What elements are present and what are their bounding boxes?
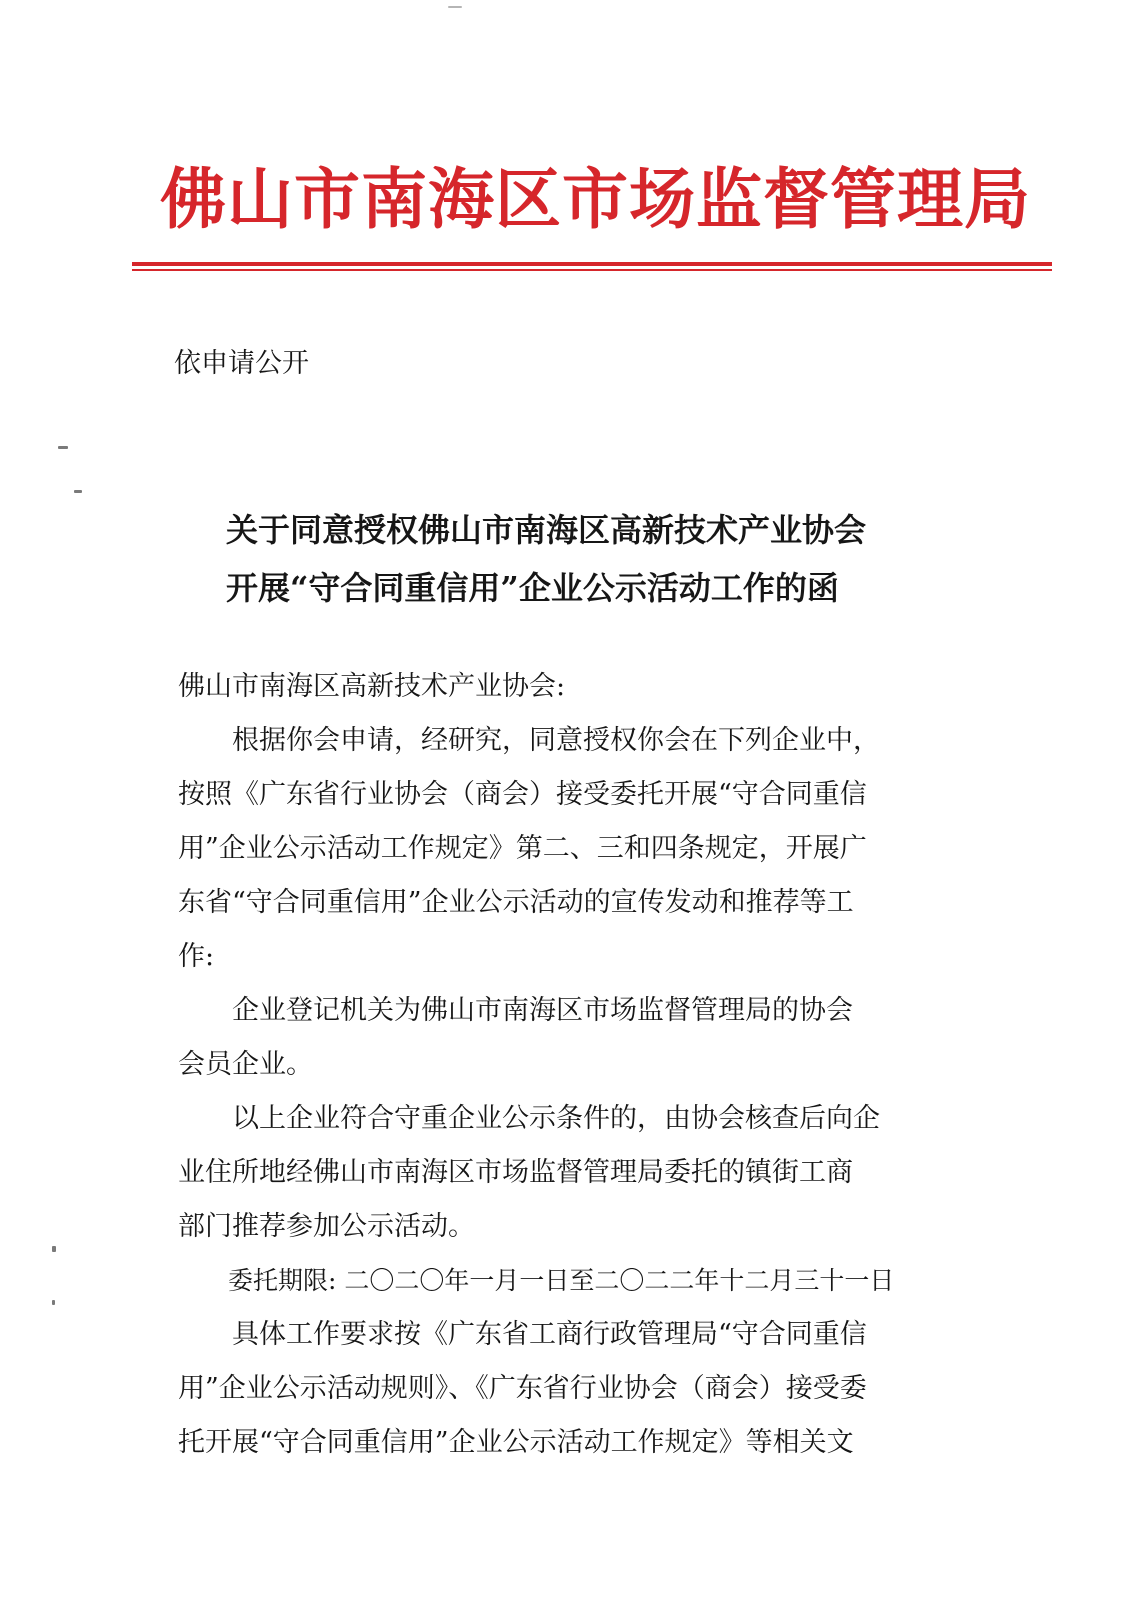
body-line: 东省“守合同重信用”企业公示活动的宣传发动和推荐等工 — [178, 887, 854, 918]
salutation: 佛山市南海区高新技术产业协会: — [178, 671, 566, 702]
body-line: 用”企业公示活动规则》、《广东省行业协会（商会）接受委 — [178, 1373, 867, 1404]
body-line: 会员企业。 — [178, 1049, 313, 1080]
document-title-line-2: 开展“守合同重信用”企业公示活动工作的函 — [226, 569, 839, 607]
scan-speck — [52, 1300, 55, 1305]
letterhead-rule-thin — [132, 269, 1052, 271]
body-line: 根据你会申请，经研究，同意授权你会在下列企业中， — [178, 725, 880, 756]
scan-speck — [52, 1246, 56, 1252]
body-line: 业住所地经佛山市南海区市场监督管理局委托的镇街工商 — [178, 1157, 853, 1188]
body-line: 用”企业公示活动工作规定》第二、三和四条规定，开展广 — [178, 833, 867, 864]
body-line: 具体工作要求按《广东省工商行政管理局“守合同重信 — [178, 1319, 867, 1350]
scan-speck — [448, 6, 462, 8]
body-line: 按照《广东省行业协会（商会）接受委托开展“守合同重信 — [178, 779, 867, 810]
body-line: 托开展“守合同重信用”企业公示活动工作规定》等相关文 — [178, 1427, 854, 1458]
body-line: 企业登记机关为佛山市南海区市场监督管理局的协会 — [178, 995, 853, 1026]
body-line: 作: — [178, 941, 215, 972]
scan-speck — [58, 446, 68, 449]
scan-speck — [74, 490, 82, 493]
letterhead-rule-thick — [132, 262, 1052, 266]
body-line: 部门推荐参加公示活动。 — [178, 1211, 475, 1242]
body-line: 以上企业符合守重企业公示条件的，由协会核查后向企 — [178, 1103, 880, 1134]
document-title-line-1: 关于同意授权佛山市南海区高新技术产业协会 — [226, 511, 867, 549]
letterhead-issuer: 佛山市南海区市场监督管理局 — [160, 161, 1031, 238]
entrustment-period-line: 委托期限: 二〇二〇年一月一日至二〇二二年十二月三十一日 — [178, 1266, 895, 1295]
disclosure-label: 依申请公开 — [174, 348, 309, 379]
